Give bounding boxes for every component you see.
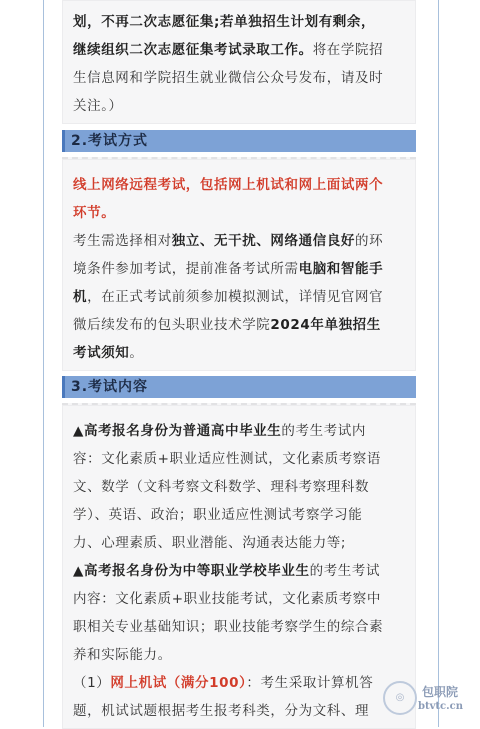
text-span: 的环 [355,233,384,249]
exam-content-line-2: 容：文化素质+职业适应性测试，文化素质考察语 [73,451,382,467]
exam-content-line-3: 文、数学（文科考察文科数学、理科考察理科数 [73,479,370,495]
exam-content-line-11: 题，机试试题根据考生报考科类，分为文科、理 [73,703,370,719]
text-span: 微后续发布的包头职业技术学院 [73,317,271,333]
exam-method-line-4 [73,315,381,335]
section-3-heading: 3.考试内容 [62,376,416,398]
exam-method-highlight-2: 环节。 [73,205,116,221]
intro-line-2-bold: 继续组织二次志愿征集考试录取工作。 [73,42,313,58]
exam-content-line-9: 养和实际能力。 [73,647,172,663]
watermark-domain: btvtc.cn [418,701,463,712]
exam-content-line-10 [73,673,373,693]
text-span: （1） [73,675,111,691]
bold-span: 独立、无干扰、网络通信良好 [171,233,356,249]
bold-span: 考试须知 [73,345,130,361]
text-span: 考生需选择相对 [73,233,172,249]
intro-line-3: 生信息网和学院招生就业微信公众号发布，请及时 [73,70,384,86]
watermark-name: 包职院 [422,685,459,699]
text-span: 。 [129,345,144,361]
exam-content-line-1 [73,421,366,441]
text-span: 的考生考试 [309,563,381,579]
bold-span: 2024年单独招生 [270,317,381,333]
exam-method-line-5 [73,343,144,363]
exam-method-line-2 [73,259,383,279]
exam-method-line-1 [73,231,383,251]
text-span: ，在正式考试前须参加模拟测试，详情见官网官 [87,289,384,305]
exam-content-line-8: 职相关专业基础知识；职业技能考察学生的综合素 [73,619,384,635]
exam-content-line-6 [73,561,380,581]
section-2-heading: 2.考试方式 [62,130,416,152]
online-test-label: 网上机试（满分100） [110,675,247,691]
school-seal-icon: ◎ [383,681,417,715]
intro-line-2 [73,40,383,60]
exam-method-highlight-1: 线上网络远程考试，包括网上机试和网上面试两个 [73,177,384,193]
intro-line-4: 关注。） [73,98,123,114]
bold-span: ▲高考报名身份为普通高中毕业生 [73,423,282,439]
text-span: 的考生考试内 [281,423,366,439]
bold-span: ▲高考报名身份为中等职业学校毕业生 [73,563,310,579]
bold-span: 电脑和智能手 [298,261,384,277]
intro-line-1: 划，不再二次志愿征集;若单独招生计划有剩余， [73,14,376,30]
exam-method-line-3 [73,287,383,307]
intro-line-2-rest: 将在学院招 [312,42,384,58]
exam-content-line-5: 力、心理素质、职业潜能、沟通表达能力等; [73,535,347,551]
text-span: 境条件参加考试，提前准备考试所需 [73,261,299,277]
text-span: ：考生采取计算机答 [246,675,374,691]
bold-span: 机 [73,289,88,305]
exam-content-line-4: 学）、英语、政治；职业适应性测试考察学习能 [73,507,363,523]
exam-content-line-7: 内容：文化素质+职业技能考试，文化素质考察中 [73,591,382,607]
